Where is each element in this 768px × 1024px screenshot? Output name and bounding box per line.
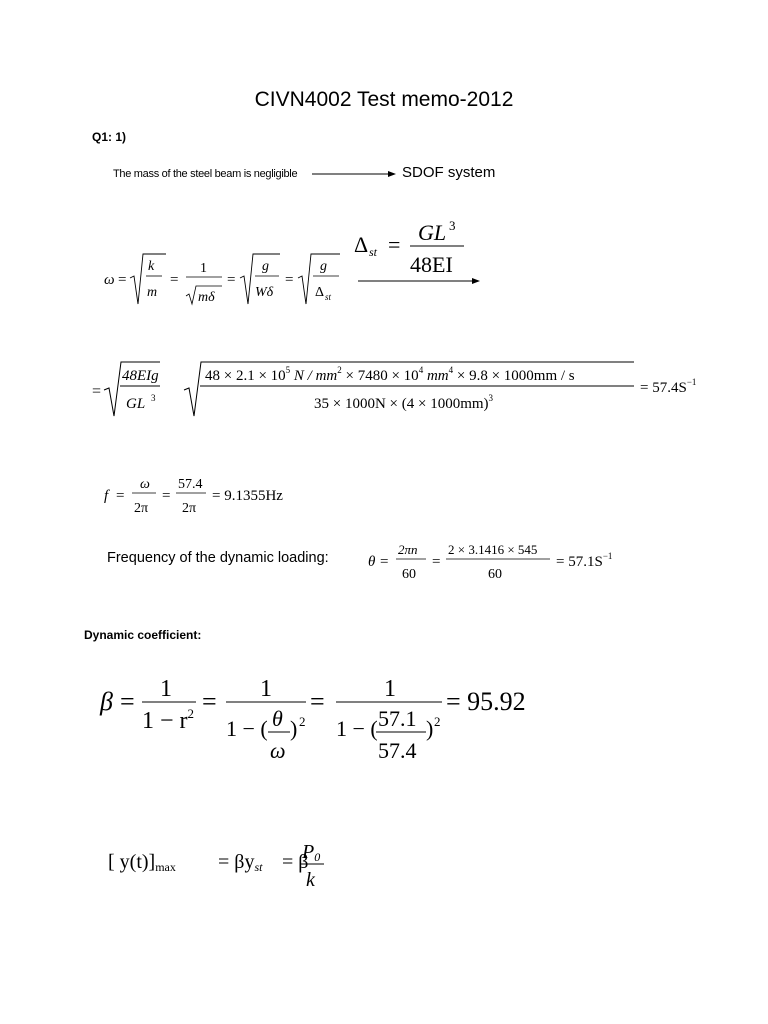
omega-equation <box>100 246 350 316</box>
svg-text:2 × 3.1416 × 545: 2 × 3.1416 × 545 <box>448 542 538 557</box>
svg-text:1 − (: 1 − ( <box>336 716 378 741</box>
svg-text:57.4: 57.4 <box>178 477 203 492</box>
svg-text:GL: GL <box>126 396 146 412</box>
sdof-note: The mass of the steel beam is negligible <box>113 168 298 180</box>
svg-text:θ: θ <box>368 554 376 570</box>
svg-text:3: 3 <box>449 218 456 233</box>
svg-text:1 − r2: $1 - r^2$ <box>142 706 195 734</box>
svg-text:57.1: 57.1 <box>378 706 417 731</box>
svg-text:48 × 2.1 × 105 N / mm2 × 7480: $48 \times 2.1 \times 10^5$ $N / mm^2 \times 7480 \times 10^4$ $mm^4 \times 9.8 \times 1000mm / s$ <box>205 365 575 384</box>
ymax-equation <box>106 834 346 898</box>
svg-text:1: 1 <box>160 676 172 702</box>
svg-text:=: = <box>285 272 294 288</box>
svg-text:θ: θ <box>272 706 283 731</box>
svg-text:st: st <box>369 245 378 259</box>
svg-text:st: st <box>325 292 332 302</box>
numeric-calculation <box>88 356 718 420</box>
beta-equation <box>96 664 546 774</box>
svg-text:=: = <box>118 272 127 288</box>
svg-text:=: = <box>116 488 125 504</box>
svg-text:=: = <box>227 272 236 288</box>
svg-text:= 57.4S−1: = $57.4S^{-1}$ <box>640 377 697 396</box>
svg-text:Δ: Δ <box>315 285 325 300</box>
svg-text:m: m <box>147 285 158 300</box>
svg-text:2πn: 2πn <box>398 542 418 557</box>
svg-text:g: g <box>262 259 269 274</box>
svg-text:= 9.1355Hz: = 9.1355Hz <box>212 488 283 504</box>
svg-text:=: = <box>432 554 441 570</box>
svg-text:1: 1 <box>384 676 396 702</box>
page-title: CIVN4002 Test memo-2012 <box>254 88 514 111</box>
svg-text:=: = <box>310 687 325 716</box>
svg-text:48EI: 48EI <box>410 252 453 277</box>
svg-text:=: = <box>202 687 217 716</box>
svg-text:P0: P0 <box>302 841 321 864</box>
svg-text:3: 3 <box>151 393 156 403</box>
svg-text:ω: ω <box>140 477 150 492</box>
question-label: Q1: 1) <box>92 130 127 144</box>
svg-text:1: 1 <box>200 261 207 276</box>
svg-text:k: k <box>148 259 155 274</box>
svg-text:= β: = β <box>282 851 309 873</box>
svg-text:60: 60 <box>402 567 416 582</box>
svg-text:=: = <box>380 554 389 570</box>
svg-text:=: = <box>92 383 102 400</box>
svg-text:): ) <box>426 716 434 741</box>
svg-text:1: 1 <box>260 676 272 702</box>
dynamic-loading-equation <box>364 538 654 588</box>
svg-text:g: g <box>320 259 327 274</box>
svg-text:2: 2 <box>299 714 306 729</box>
svg-text:60: 60 <box>488 567 502 582</box>
svg-text:= βyst: = βyst <box>218 851 263 874</box>
svg-text:2: 2 <box>434 714 441 729</box>
sdof-arrow <box>312 166 396 182</box>
svg-text:=: = <box>162 488 171 504</box>
svg-text:GL: GL <box>418 220 447 245</box>
svg-text:48EIg: 48EIg <box>122 368 159 384</box>
svg-text:k: k <box>306 869 315 891</box>
svg-text:=: = <box>388 232 401 257</box>
svg-text:mδ: mδ <box>198 290 215 305</box>
deflection-arrow <box>358 274 480 288</box>
svg-text:β: β <box>100 687 113 716</box>
svg-text:= 57.1S−1: = $57.1S^{-1}$ <box>556 551 613 570</box>
svg-text:=: = <box>120 687 135 716</box>
svg-text:): ) <box>290 716 298 741</box>
svg-text:= 95.92: = 95.92 <box>446 687 526 716</box>
svg-text:f: f <box>104 488 109 504</box>
svg-text:Δ: Δ <box>354 232 369 257</box>
dynamic-loading-label: Frequency of the dynamic loading: <box>107 550 329 566</box>
svg-text:[ y(t)]max: [ y(t)]max <box>108 851 176 874</box>
svg-text:35 × 1000N × (4 × 1000mm)3: $35 \times 1000N \times (4 \times 1000mm)^3$ <box>314 393 494 412</box>
omega-symbol: ω <box>104 272 115 288</box>
svg-text:=: = <box>170 272 179 288</box>
svg-text:ω: ω <box>270 738 286 763</box>
svg-text:Wδ: Wδ <box>255 285 274 300</box>
svg-text:1 − (: 1 − ( <box>226 716 268 741</box>
svg-text:2π: 2π <box>182 501 197 516</box>
svg-text:57.4: 57.4 <box>378 738 417 763</box>
frequency-equation <box>100 472 320 522</box>
sdof-result: SDOF system <box>402 164 496 181</box>
svg-text:2π: 2π <box>134 501 149 516</box>
dynamic-coefficient-label: Dynamic coefficient: <box>84 628 202 642</box>
